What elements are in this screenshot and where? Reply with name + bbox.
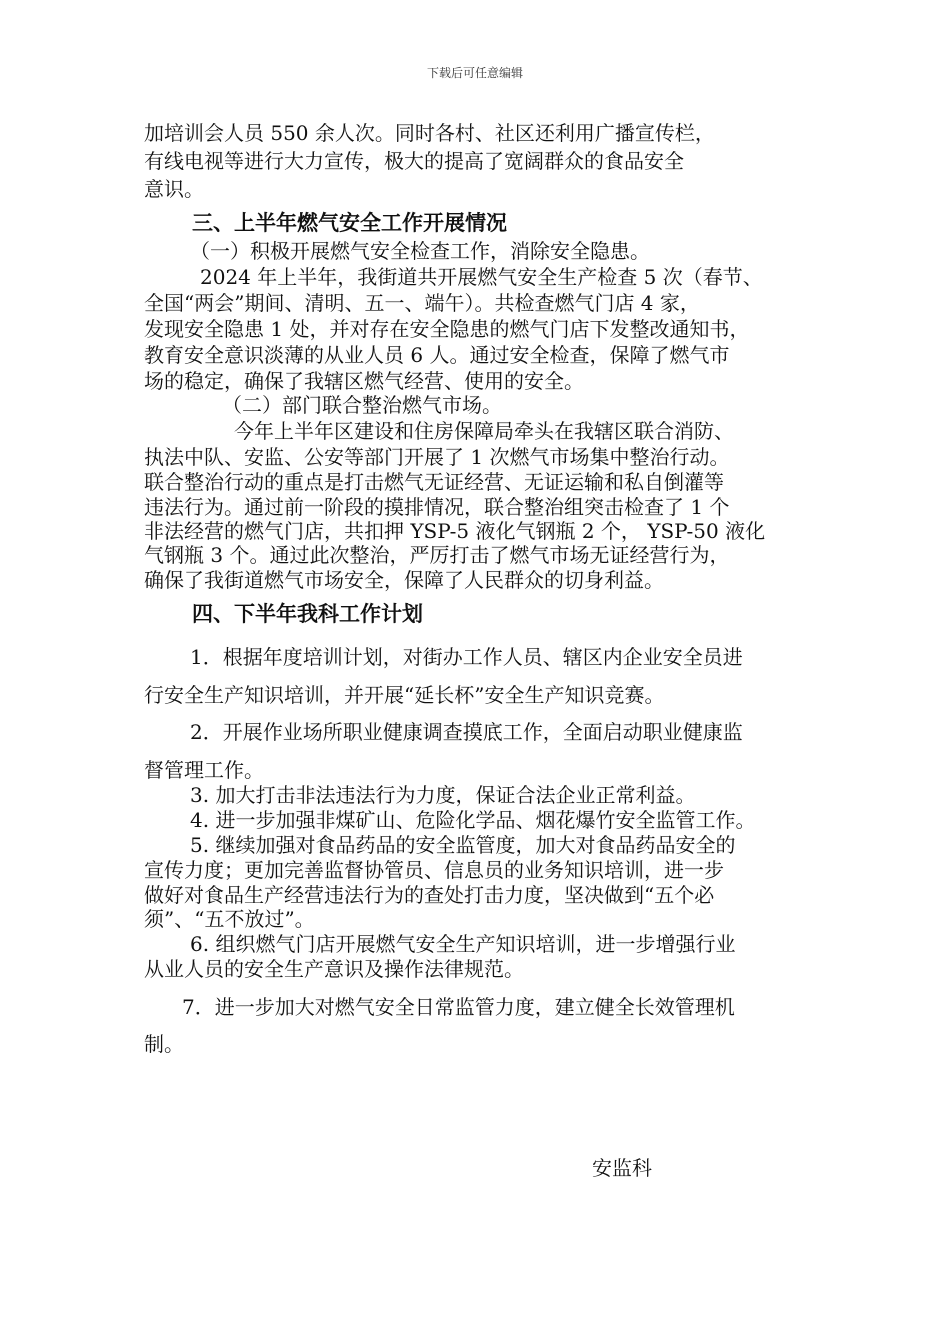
body-line: 从业人员的安全生产意识及操作法律规范。: [144, 957, 524, 981]
body-line: 场的稳定，确保了我辖区燃气经营、使用的安全。: [144, 369, 584, 393]
plan-item-7: 7．进一步加大对燃气安全日常监管力度，建立健全长效管理机: [182, 995, 735, 1019]
body-line: 今年上半年区建设和住房保障局牵头在我辖区联合消防、: [234, 419, 734, 443]
plan-item-6: 6. 组织燃气门店开展燃气安全生产知识培训，进一步增强行业: [190, 932, 736, 956]
plan-item-3: 3. 加大打击非法违法行为力度，保证合法企业正常利益。: [190, 783, 696, 807]
body-line: 须”、“五不放过”。: [144, 907, 315, 931]
body-line: 违法行为。通过前一阶段的摸排情况，联合整治组突击检查了 1 个: [144, 495, 730, 519]
body-line: 教育安全意识淡薄的从业人员 6 人。通过安全检查，保障了燃气市: [144, 343, 730, 367]
section-heading-4: 四、下半年我科工作计划: [192, 601, 423, 626]
signature: 安监科: [592, 1156, 652, 1180]
body-line: 做好对食品生产经营违法行为的查处打击力度，坚决做到“五个必: [144, 883, 715, 907]
body-line: 意识。: [144, 177, 204, 201]
body-line: 加培训会人员 550 余人次。同时各村、社区还利用广播宣传栏，: [144, 121, 715, 145]
body-line: 有线电视等进行大力宣传，极大的提高了宽阔群众的食品安全: [144, 149, 684, 173]
page-header-note: 下载后可任意编辑: [426, 66, 523, 80]
plan-item-4: 4. 进一步加强非煤矿山、危险化学品、烟花爆竹安全监管工作。: [190, 808, 756, 832]
body-line: 督管理工作。: [144, 758, 264, 782]
body-line: 执法中队、安监、公安等部门开展了 1 次燃气市场集中整治行动。: [144, 445, 730, 469]
body-line: 宣传力度；更加完善监督协管员、信息员的业务知识培训，进一步: [144, 858, 724, 882]
plan-item-2: 2．开展作业场所职业健康调查摸底工作，全面启动职业健康监: [190, 720, 743, 744]
body-line: 行安全生产知识培训，并开展“延长杯”安全生产知识竞赛。: [144, 683, 665, 707]
body-line: 发现安全隐患 1 处，并对存在安全隐患的燃气门店下发整改通知书，: [144, 317, 750, 341]
body-line: 气钢瓶 3 个。通过此次整治，严厉打击了燃气市场无证经营行为，: [144, 543, 730, 567]
plan-item-5: 5. 继续加强对食品药品的安全监管度，加大对食品药品安全的: [190, 833, 736, 857]
subsection-heading-1: （一）积极开展燃气安全检查工作，消除安全隐患。: [190, 239, 650, 263]
body-line: 全国“两会”期间、清明、五一、端午）。共检查燃气门店 4 家，: [144, 291, 700, 315]
section-heading-3: 三、上半年燃气安全工作开展情况: [192, 210, 507, 235]
body-line: 制。: [144, 1032, 184, 1056]
body-line: 非法经营的燃气门店，共扣押 YSP-5 液化气钢瓶 2 个， YSP-50 液化: [144, 519, 766, 543]
body-line: 确保了我街道燃气市场安全，保障了人民群众的切身利益。: [144, 568, 664, 592]
body-line: 2024 年上半年，我街道共开展燃气安全生产检查 5 次（春节、: [200, 265, 763, 289]
body-line: 联合整治行动的重点是打击燃气无证经营、无证运输和私自倒灌等: [144, 470, 724, 494]
plan-item-1: 1．根据年度培训计划，对街办工作人员、辖区内企业安全员进: [190, 645, 743, 669]
subsection-heading-2: （二）部门联合整治燃气市场。: [222, 393, 502, 417]
